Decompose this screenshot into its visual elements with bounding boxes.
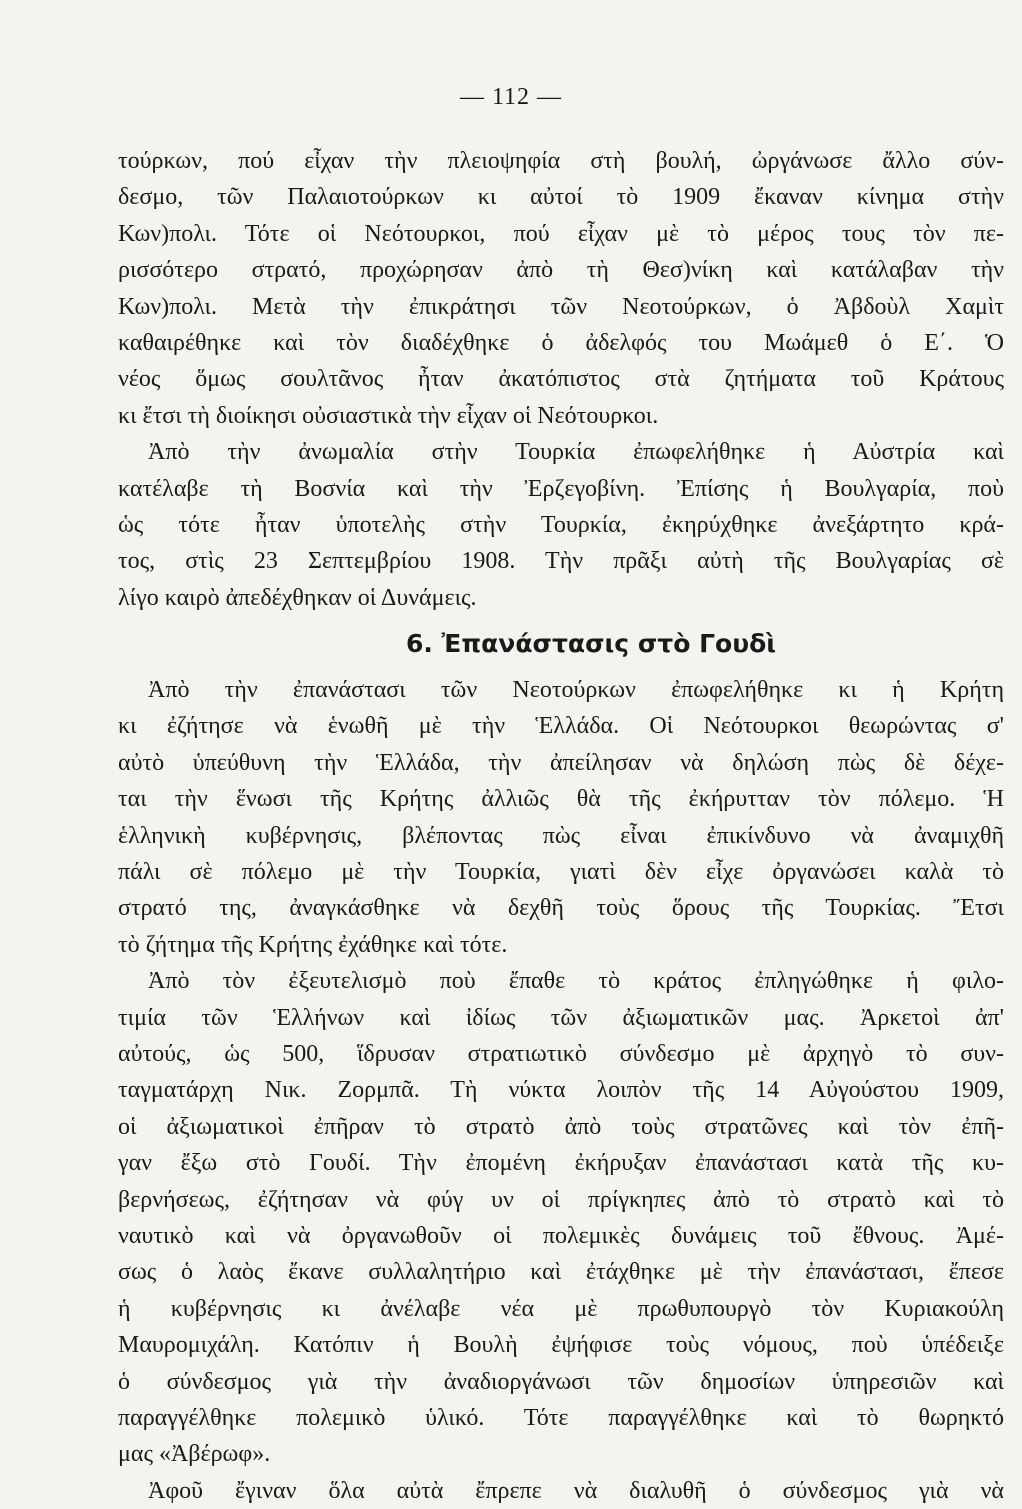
text-line: αὐτὸ ὑπεύθυνη τὴν Ἑλλάδα, τὴν ἀπείλησαν νὰ δηλώση πὼς δὲ δέχε- <box>118 749 1004 776</box>
text-line: οἱ ἀξιωματικοὶ ἐπῆραν τὸ στρατὸ ἀπὸ τοὺς στρατῶνες καὶ τὸν ἐπῆ- <box>118 1113 1004 1140</box>
text-line: ρισσότερο στρατό, προχώρησαν ἀπὸ τὴ Θεσ)νίκη καὶ κατάλαβαν τὴν <box>118 257 1004 284</box>
page-number: — 112 — <box>459 84 563 110</box>
text-line: αὐτούς, ὡς 500, ἵδρυσαν στρατιωτικὸ σύνδεσμο μὲ ἀρχηγὸ τὸ συν- <box>118 1040 1004 1067</box>
text-line: Ἀπὸ τὴν ἀνωμαλία στὴν Τουρκία ἐπωφελήθηκε ἡ Αὐστρία καὶ <box>148 439 1004 466</box>
paragraph-3 <box>118 672 1004 963</box>
text-line: τιμία τῶν Ἑλλήνων καὶ ἰδίως τῶν ἀξιωματικῶν μας. Ἀρκετοὶ ἀπ' <box>118 1004 1004 1031</box>
text-line: κι ἐζήτησε νὰ ἑνωθῆ μὲ τὴν Ἑλλάδα. Οἱ Νεότουρκοι θεωρώντας σ' <box>118 713 1004 740</box>
text-line: λίγο καιρὸ ἀπεδέχθηκαν οἱ Δυνάμεις. <box>118 584 477 611</box>
paragraph-1 <box>118 143 1004 434</box>
text-line: ναυτικὸ καὶ νὰ ὀργανωθοῦν οἱ πολεμικὲς δυνάμεις τοῦ ἔθνους. Ἀμέ- <box>118 1222 1004 1249</box>
paragraph-2 <box>118 434 1004 616</box>
text-line: παραγγέλθηκε πολεμικὸ ὑλικό. Τότε παραγγέλθηκε καὶ τὸ θωρηκτό <box>118 1404 1004 1431</box>
text-line: καθαιρέθηκε καὶ τὸν διαδέχθηκε ὁ ἀδελφός του Μωάμεθ ὁ Ε΄. Ὁ <box>118 329 1004 356</box>
text-line: ὡς τότε ἦταν ὑποτελὴς στὴν Τουρκία, ἐκηρύχθηκε ἀνεξάρτητο κρά- <box>118 511 1004 538</box>
text-line: κατέλαβε τὴ Βοσνία καὶ τὴν Ἐρζεγοβίνη. Ἐπίσης ἡ Βουλγαρία, ποὺ <box>118 475 1004 502</box>
text-line: ἑλληνικὴ κυβέρνησις, βλέποντας πὼς εἶναι ἐπικίνδυνο νὰ ἀναμιχθῆ <box>118 822 1004 849</box>
text-line: τὸ ζήτημα τῆς Κρήτης ἐχάθηκε καὶ τότε. <box>118 931 508 958</box>
text-line: Ἀπὸ τὸν ἐξευτελισμὸ ποὺ ἔπαθε τὸ κράτος ἐπληγώθηκε ἡ φιλο- <box>148 968 1004 995</box>
text-line: Ἀφοῦ ἔγιναν ὅλα αὐτὰ ἔπρεπε νὰ διαλυθῆ ὁ σύνδεσμος γιὰ νὰ <box>148 1477 1004 1504</box>
text-line: ταγματάρχη Νικ. Ζορμπᾶ. Τὴ νύκτα λοιπὸν τῆς 14 Αὐγούστου 1909, <box>118 1077 1004 1104</box>
text-line: τος, στὶς 23 Σεπτεμβρίου 1908. Τὴν πρᾶξι αὐτὴ τῆς Βουλγαρίας σὲ <box>118 548 1004 575</box>
text-line: ται τὴν ἕνωσι τῆς Κρήτης ἀλλιῶς θὰ τῆς ἐκήρυτταν τὸν πόλεμο. Ἡ <box>118 786 1004 813</box>
text-line: κι ἔτσι τὴ διοίκησι οὐσιαστικὰ τὴν εἶχαν οἱ Νεότουρκοι. <box>118 402 659 429</box>
text-line: τούρκων, πού εἶχαν τὴν πλειοψηφία στὴ βουλή, ὠργάνωσε ἄλλο σύν- <box>118 148 1004 174</box>
text-line: γαν ἔξω στὸ Γουδί. Τὴν ἐπομένη ἐκήρυξαν ἐπανάστασι κατὰ τῆς κυ- <box>118 1150 1004 1177</box>
text-line: πάλι σὲ πόλεμο μὲ τὴν Τουρκία, γιατὶ δὲν εἶχε ὀργανώσει καλὰ τὸ <box>118 859 1004 886</box>
text-line: Κων)πολι. Μετὰ τὴν ἐπικράτησι τῶν Νεοτούρκων, ὁ Ἀβδοὺλ Χαμὶτ <box>118 293 1004 320</box>
text-line: στρατό της, ἀναγκάσθηκε νὰ δεχθῆ τοὺς ὅρους τῆς Τουρκίας. Ἔτσι <box>118 895 1004 922</box>
text-line: νέος ὅμως σουλτᾶνος ἦταν ἀκατόπιστος στὰ ζητήματα τοῦ Κράτους <box>118 366 1004 393</box>
text-line: Μαυρομιχάλη. Κατόπιν ἡ Βουλὴ ἐψήφισε τοὺς νόμους, ποὺ ὑπέδειξε <box>118 1332 1004 1359</box>
text-line: Κων)πολι. Τότε οἱ Νεότουρκοι, πού εἶχαν μὲ τὸ μέρος τους τὸν πε- <box>118 220 1004 247</box>
text-line: Ἀπὸ τὴν ἐπανάστασι τῶν Νεοτούρκων ἐπωφελήθηκε κι ἡ Κρήτη <box>148 677 1004 704</box>
paragraph-5 <box>118 1473 1004 1509</box>
text-line: ὁ σύνδεσμος γιὰ τὴν ἀναδιοργάνωσι τῶν δημοσίων ὑπηρεσιῶν καὶ <box>118 1368 1004 1395</box>
text-line: δεσμο, τῶν Παλαιοτούρκων κι αὐτοί τὸ 1909 ἔκαναν κίνημα στὴν <box>118 184 1004 211</box>
text-line: ἡ κυβέρνησις κι ἀνέλαβε νέα μὲ πρωθυπουργὸ τὸν Κυριακούλη <box>118 1295 1004 1322</box>
text-line: βερνήσεως, ἐζήτησαν νὰ φύγ υν οἱ πρίγκηπες ἀπὸ τὸ στρατὸ καὶ τὸ <box>118 1186 1004 1213</box>
text-line: μας «Ἀβέρωφ». <box>118 1441 271 1468</box>
paragraph-4 <box>118 963 1004 1472</box>
body-text <box>118 143 1004 1509</box>
section-heading: 6. Ἐπανάστασις στὸ Γουδὶ <box>405 629 777 659</box>
text-line: σως ὁ λαὸς ἔκανε συλλαλητήριο καὶ ἐτάχθηκε μὲ τὴν ἐπανάστασι, ἔπεσε <box>118 1259 1004 1286</box>
